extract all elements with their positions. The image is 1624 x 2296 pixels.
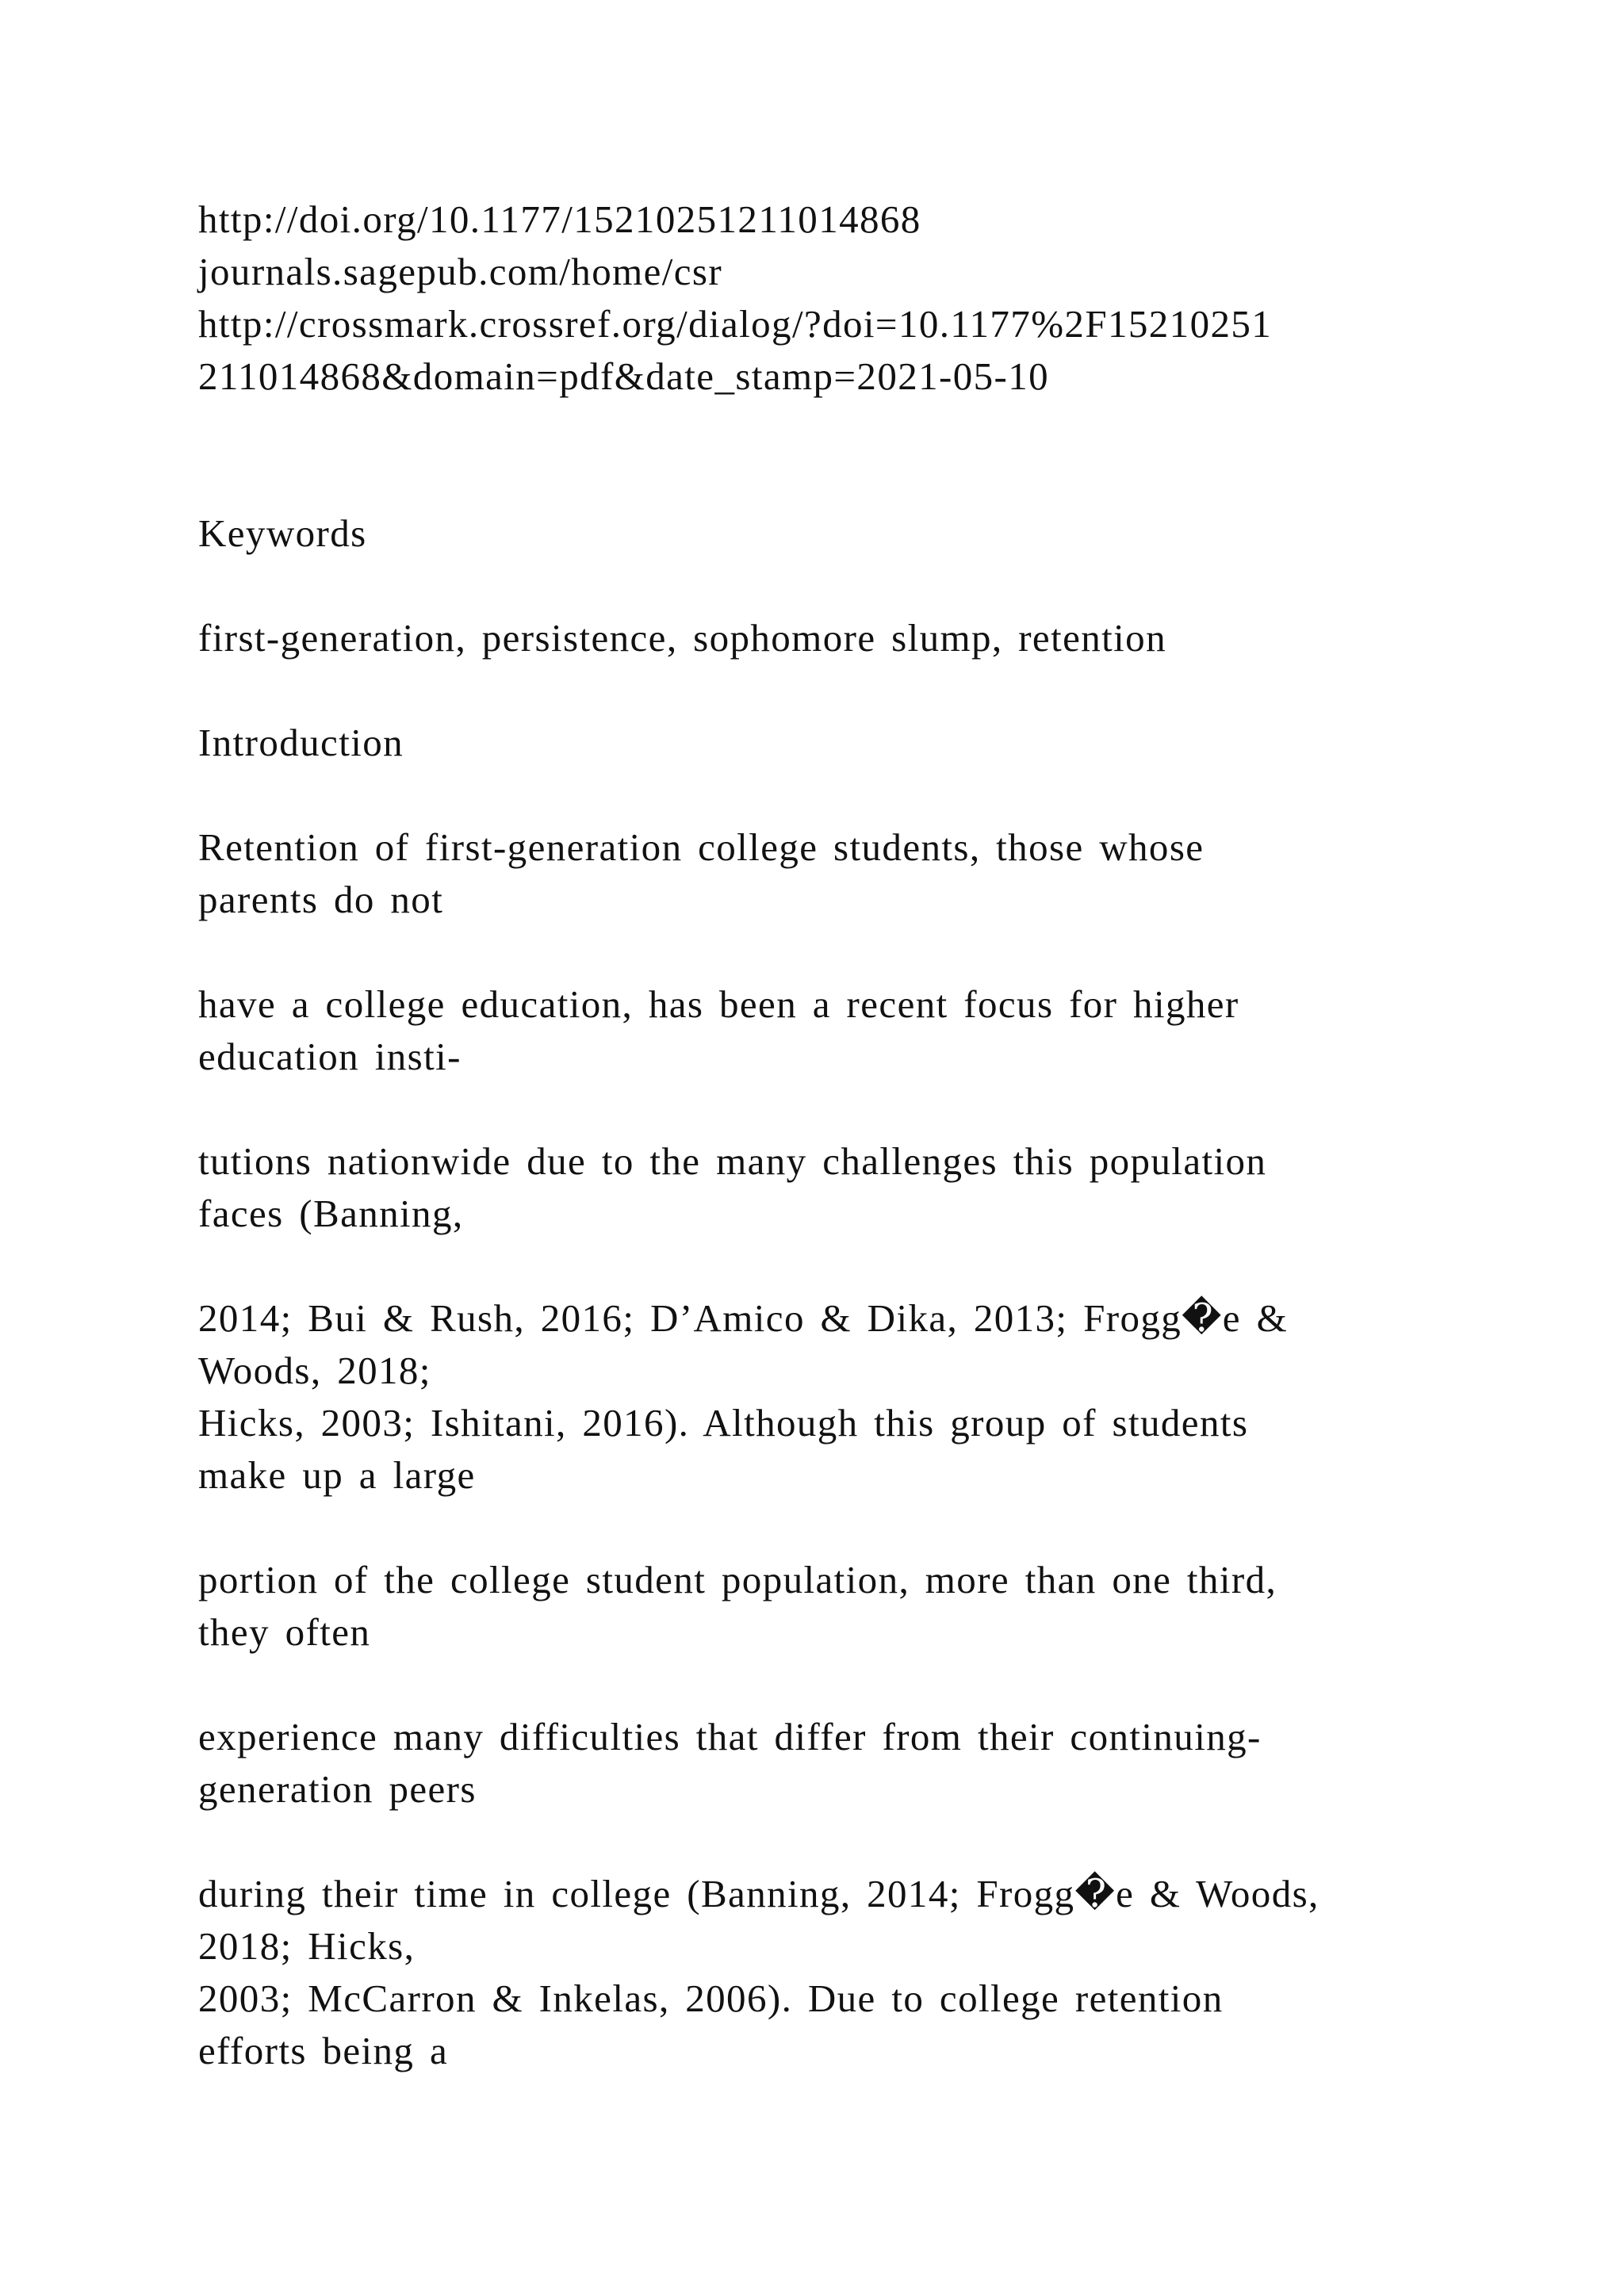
paragraph-line: parents do not <box>198 878 444 921</box>
crossmark-link-part-2[interactable]: 211014868&domain=pdf&date_stamp=2021-05-10 <box>198 354 1050 398</box>
keywords-list: first-generation, persistence, sophomore slump, retention <box>198 616 1166 660</box>
paragraph-line-group <box>198 1292 1562 1502</box>
paragraph-line: generation peers <box>198 1767 477 1811</box>
journal-link[interactable]: journals.sagepub.com/home/csr <box>198 250 723 293</box>
reference-links <box>198 193 1562 403</box>
paragraph-line: education insti- <box>198 1035 462 1078</box>
crossmark-link-part-1[interactable]: http://crossmark.crossref.org/dialog/?doi=10.1177%2F15210251 <box>198 302 1273 346</box>
spacer <box>198 1816 1562 1868</box>
paragraph-line: Hicks, 2003; Ishitani, 2016). Although this group of students <box>198 1401 1249 1445</box>
paragraph-line-pair <box>198 1711 1562 1816</box>
spacer <box>198 926 1562 978</box>
spacer <box>198 560 1562 612</box>
paragraph-line: Retention of first-generation college students, those whose <box>198 825 1205 869</box>
paragraph-line-pair <box>198 1135 1562 1240</box>
paragraph-line-pair <box>198 1554 1562 1659</box>
paragraph-line: 2018; Hicks, <box>198 1924 416 1968</box>
spacer <box>198 1659 1562 1711</box>
paragraph-line: efforts being a <box>198 2029 449 2072</box>
keywords-heading: Keywords <box>198 511 367 555</box>
paragraph-line: have a college education, has been a recent focus for higher <box>198 982 1239 1026</box>
spacer <box>198 1502 1562 1554</box>
introduction-heading: Introduction <box>198 721 404 764</box>
paragraph-line: tutions nationwide due to the many challenges this population <box>198 1139 1267 1183</box>
spacer <box>198 1240 1562 1292</box>
paragraph-line: Woods, 2018; <box>198 1349 431 1392</box>
paragraph-line: 2014; Bui & Rush, 2016; D’Amico & Dika, 2013; Frogg�e & <box>198 1296 1289 1340</box>
paragraph-line: make up a large <box>198 1453 476 1497</box>
paragraph-line-group <box>198 1868 1562 2077</box>
paragraph-line: portion of the college student population, more than one third, <box>198 1558 1277 1601</box>
paragraph-line: 2003; McCarron & Inkelas, 2006). Due to college retention <box>198 1976 1224 2020</box>
paragraph-line-pair <box>198 978 1562 1083</box>
paragraph-line: they often <box>198 1610 371 1654</box>
spacer <box>198 403 1562 507</box>
spacer <box>198 1083 1562 1135</box>
spacer <box>198 664 1562 717</box>
paragraph-line: during their time in college (Banning, 2014; Frogg�e & Woods, <box>198 1872 1320 1915</box>
doi-link[interactable]: http://doi.org/10.1177/15210251211014868 <box>198 197 921 241</box>
spacer <box>198 769 1562 821</box>
document-body <box>198 193 1562 2077</box>
paragraph-line-pair <box>198 821 1562 926</box>
paragraph-line: faces (Banning, <box>198 1192 464 1235</box>
paragraph-line: experience many difficulties that differ from their continuing- <box>198 1715 1262 1758</box>
